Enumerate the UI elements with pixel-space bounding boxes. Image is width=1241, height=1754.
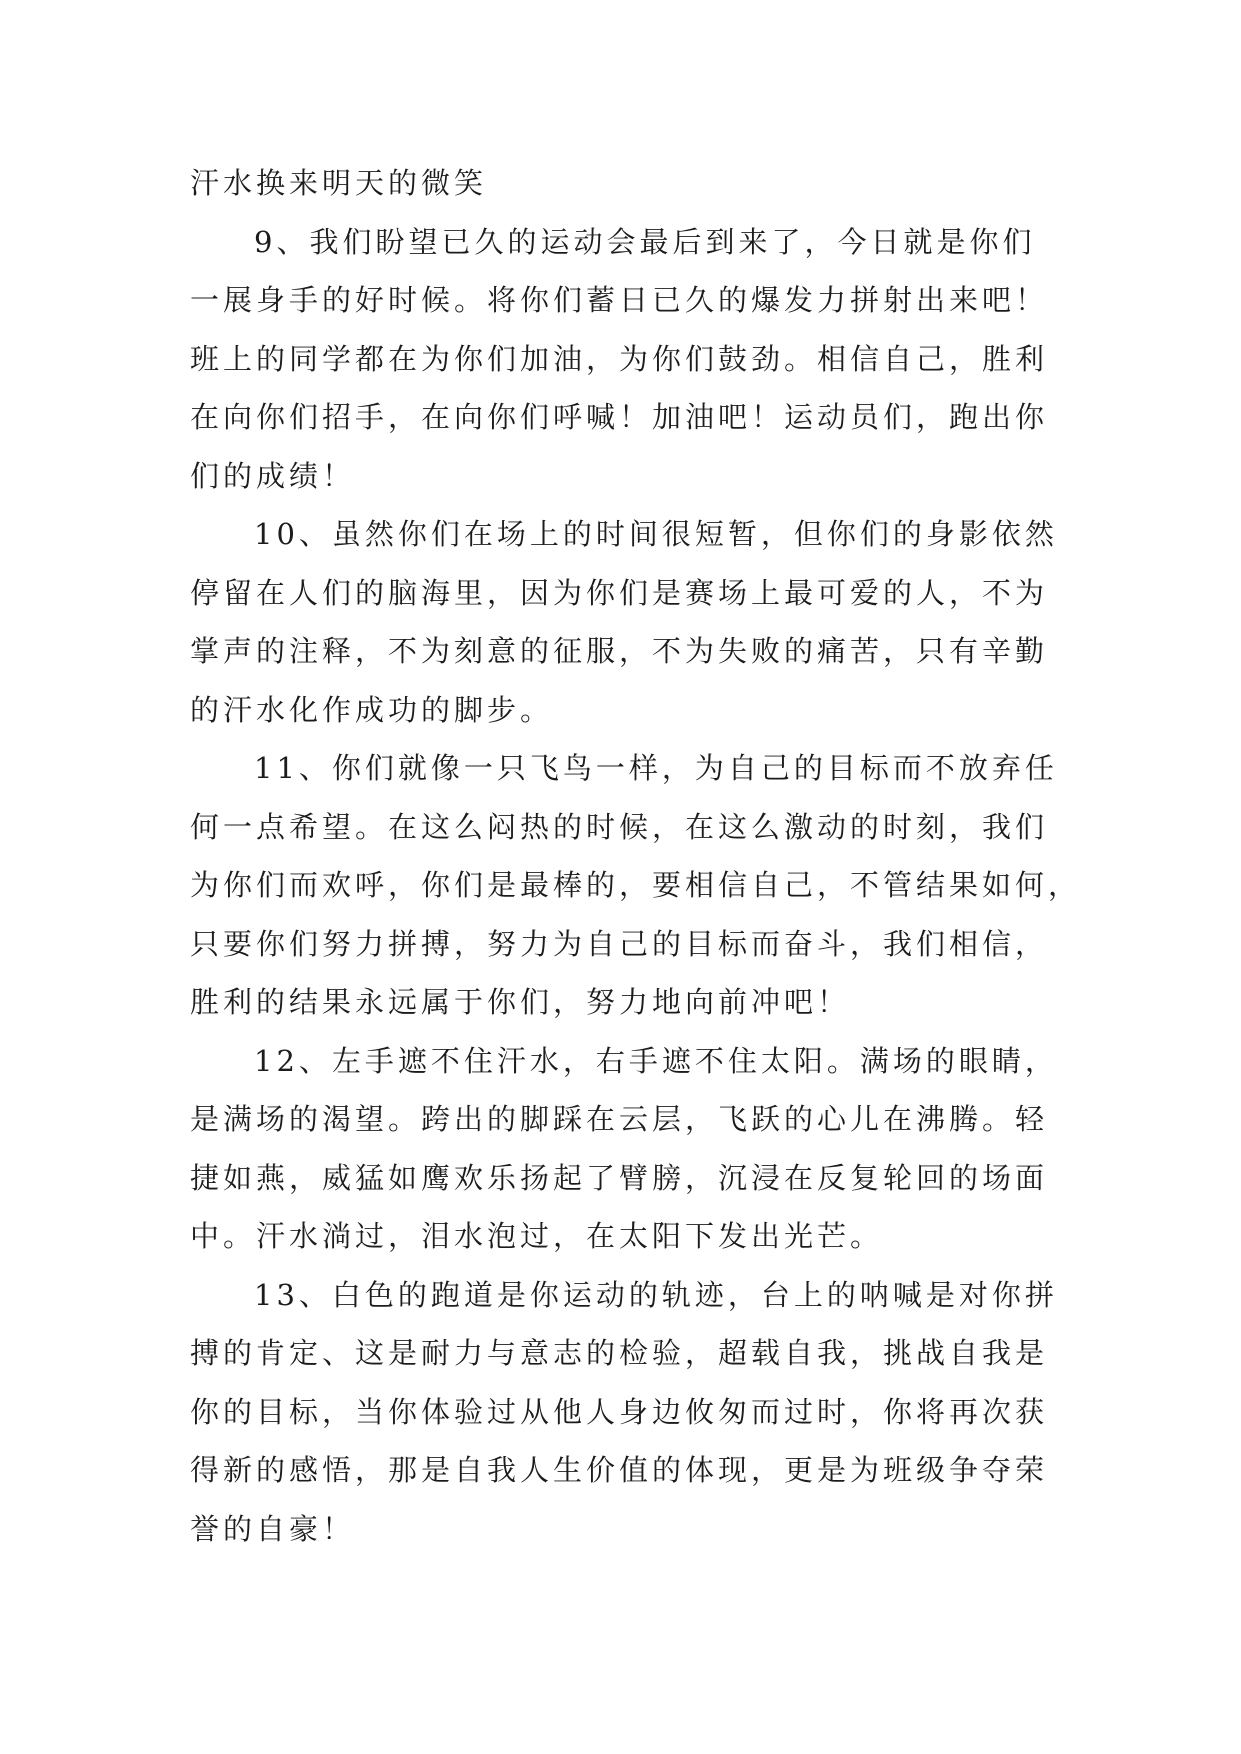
text-line: 胜利的结果永远属于你们，努力地向前冲吧！	[190, 985, 851, 1019]
text-line: 12、左手遮不住汗水，右手遮不住太阳。满场的眼睛，	[254, 1043, 1058, 1078]
paragraph-continuation	[190, 154, 1090, 213]
text-line: 得新的感悟，那是自我人生价值的体现，更是为班级争夺荣	[190, 1453, 1049, 1487]
text-line: 9、我们盼望已久的运动会最后到来了，今日就是你们	[254, 224, 1036, 259]
text-line: 在向你们招手，在向你们呼喊！加油吧！运动员们，跑出你	[190, 400, 1049, 434]
text-line: 中。汗水淌过，泪水泡过，在太阳下发出光芒。	[190, 1219, 884, 1253]
paragraph-10	[190, 505, 1090, 739]
document-body	[190, 154, 1090, 1558]
paragraph-11	[190, 739, 1090, 1032]
paragraph-13	[190, 1266, 1090, 1559]
paragraph-9	[190, 213, 1090, 506]
text-line: 班上的同学都在为你们加油，为你们鼓劲。相信自己，胜利	[190, 341, 1049, 376]
text-line: 誉的自豪！	[190, 1511, 356, 1546]
text-line: 搏的肯定、这是耐力与意志的检验，超载自我，挑战自我是	[190, 1336, 1049, 1370]
text-line: 的汗水化作成功的脚步。	[190, 692, 554, 727]
text-line: 汗水换来明天的微笑	[190, 166, 488, 200]
text-line: 为你们而欢呼，你们是最棒的，要相信自己，不管结果如何，	[190, 868, 1082, 902]
text-line: 何一点希望。在这么闷热的时候，在这么激动的时刻，我们	[190, 809, 1049, 844]
text-line: 捷如燕，威猛如鹰欢乐扬起了臂膀，沉浸在反复轮回的场面	[190, 1160, 1049, 1195]
text-line: 停留在人们的脑海里，因为你们是赛场上最可爱的人，不为	[190, 575, 1049, 610]
text-line: 们的成绩！	[190, 458, 356, 493]
text-line: 11、你们就像一只飞鸟一样，为自己的目标而不放弃任	[254, 751, 1058, 785]
text-line: 一展身手的好时候。将你们蓄日已久的爆发力拼射出来吧！	[190, 283, 1049, 317]
text-line: 13、白色的跑道是你运动的轨迹，台上的呐喊是对你拼	[254, 1277, 1058, 1312]
paragraph-12	[190, 1032, 1090, 1266]
text-line: 你的目标，当你体验过从他人身边攸匆而过时，你将再次获	[190, 1394, 1049, 1429]
text-line: 是满场的渴望。跨出的脚踩在云层，飞跃的心儿在沸腾。轻	[190, 1102, 1049, 1136]
text-line: 只要你们努力拼搏，努力为自己的目标而奋斗，我们相信，	[190, 926, 1049, 961]
text-line: 掌声的注释，不为刻意的征服，不为失败的痛苦，只有辛勤	[190, 634, 1049, 668]
text-line: 10、虽然你们在场上的时间很短暂，但你们的身影依然	[254, 517, 1058, 551]
